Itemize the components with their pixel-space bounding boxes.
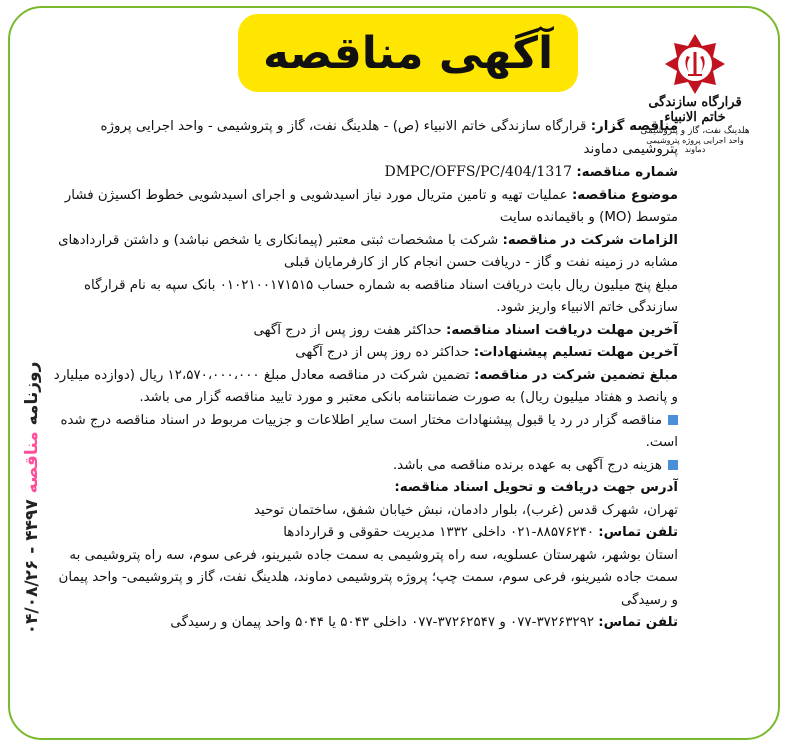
newspaper-prefix: روزنامه xyxy=(22,361,42,426)
logo-line-1: قرارگاه سازندگی خاتم الانبیاء xyxy=(648,95,742,125)
title-banner xyxy=(238,14,578,92)
guarantee-row xyxy=(50,365,678,410)
bullet-text-1: مناقصه گزار در رد یا قبول پیشنهادات مختار است سایر اطلاعات و جزییات مربوط در اسناد مناقصه درج شده است. xyxy=(60,412,678,450)
subject-label: موضوع مناقصه: xyxy=(571,187,678,203)
bid-deadline-label: آخرین مهلت تسلیم پیشنهادات: xyxy=(473,345,678,360)
address-heading xyxy=(50,477,678,500)
square-bullet-icon xyxy=(668,460,678,470)
tender-number-value: DMPC/OFFS/PC/404/1317 xyxy=(384,164,573,180)
requirements-value: شرکت با مشخصات ثبتی معتبر (پیمانکاری یا شخص نباشد) و داشتن قراردادهای مشابه در زمینه نفت و گاز - دریافت حسن انجام کار از کارفرمایان قبلی xyxy=(58,232,678,270)
tenderer-label: مناقصه گزار: xyxy=(590,119,678,134)
bullet-row-1 xyxy=(50,410,678,455)
guarantee-value: تضمین شرکت در مناقصه معادل مبلغ ۱۲،۵۷۰،۰۰۰،۰۰۰ ریال (دوازده میلیارد و پانصد و هفتاد میلیون ریال) به صورت ضمانتنامه بانکی معتبر و مورد تایید مناقصه گزار می باشد. xyxy=(53,367,678,405)
bid-deadline-value: حداکثر ده روز پس از درج آگهی xyxy=(295,345,470,360)
notice-frame xyxy=(8,6,780,740)
subject-row xyxy=(50,185,678,230)
phone-row-2 xyxy=(50,612,678,635)
address-tehran: تهران، شهرک قدس (غرب)، بلوار دادمان، نبش خیابان شفق، ساختمان توحید xyxy=(254,502,678,518)
tender-number-row xyxy=(50,161,678,185)
phone-label-1: تلفن تماس: xyxy=(598,525,678,540)
fee-row: مبلغ پنج میلیون ریال بابت دریافت اسناد مناقصه به شماره حساب ۰۱۰۲۱۰۰۱۷۱۵۱۵ بانک سپه به نام قرارگاه سازندگی خاتم الانبیاء واریز شود. xyxy=(84,277,678,315)
page-title: آگهی مناقصه xyxy=(262,27,554,79)
issue-info: ۴۴۹۷ - ۰۴/۰۸/۲۶ xyxy=(22,499,42,635)
notice-body xyxy=(50,116,678,635)
document-deadline-value: حداکثر هفت روز پس از درج آگهی xyxy=(253,322,442,338)
phone-row-1 xyxy=(50,522,678,545)
tender-number-label: شماره مناقصه: xyxy=(576,165,678,180)
bid-deadline-row xyxy=(50,342,678,365)
document-deadline-label: آخرین مهلت دریافت اسناد مناقصه: xyxy=(446,322,678,338)
newspaper-brand: مناقصه xyxy=(22,431,42,494)
phone-value-1: ۸۸۵۷۶۲۴۰-۰۲۱ داخلی ۱۳۳۲ مدیریت حقوقی و قراردادها xyxy=(283,525,595,540)
address-heading-text: آدرس جهت دریافت و تحویل اسناد مناقصه: xyxy=(394,480,678,495)
logo-line-2: هلدینگ نفت، گاز و پتروشیمی xyxy=(640,125,750,136)
tenderer-row xyxy=(50,116,678,161)
phone-label-2: تلفن تماس: xyxy=(598,615,678,630)
emblem-icon xyxy=(663,32,727,96)
tenderer-value: قرارگاه سازندگی خاتم الانبیاء (ص) - هلدینگ نفت، گاز و پتروشیمی - واحد اجرایی پروژه پتروشیمی دماوند xyxy=(100,119,678,157)
document-deadline-row xyxy=(50,320,678,343)
requirements-row xyxy=(50,230,678,275)
subject-value: عملیات تهیه و تامین متریال مورد نیاز اسیدشویی و اجرای اسیدشویی خطوط اکسیژن فشار متوسط (MO) و باقیمانده سایت xyxy=(64,187,678,225)
logo-line-3: واحد اجرایی پروژه پتروشیمی دماوند xyxy=(646,136,744,155)
address-bushehr: استان بوشهر، شهرستان عسلویه، سه راه پتروشیمی به سمت جاده شیرینو، فرعی سوم، سه راه پتروشیمی به سمت جاده شیرینو، فرعی سوم، سمت چپ؛ پروژه پتروشیمی دماوند، هلدینگ نفت، گاز و پتروشیمی- واحد پیمان و رسیدگی xyxy=(58,547,678,608)
phone-value-2: ۳۷۲۶۳۲۹۲-۰۷۷ و ۳۷۲۶۲۵۴۷-۰۷۷ داخلی ۵۰۴۳ یا ۵۰۴۴ واحد پیمان و رسیدگی xyxy=(170,615,595,630)
square-bullet-icon xyxy=(668,415,678,425)
bullet-text-2: هزینه درج آگهی به عهده برنده مناقصه می باشد. xyxy=(392,457,662,473)
bullet-row-2 xyxy=(50,455,678,478)
guarantee-label: مبلغ تضمین شرکت در مناقصه: xyxy=(474,367,678,383)
requirements-label: الزامات شرکت در مناقصه: xyxy=(502,232,678,248)
newspaper-strip xyxy=(12,338,52,658)
